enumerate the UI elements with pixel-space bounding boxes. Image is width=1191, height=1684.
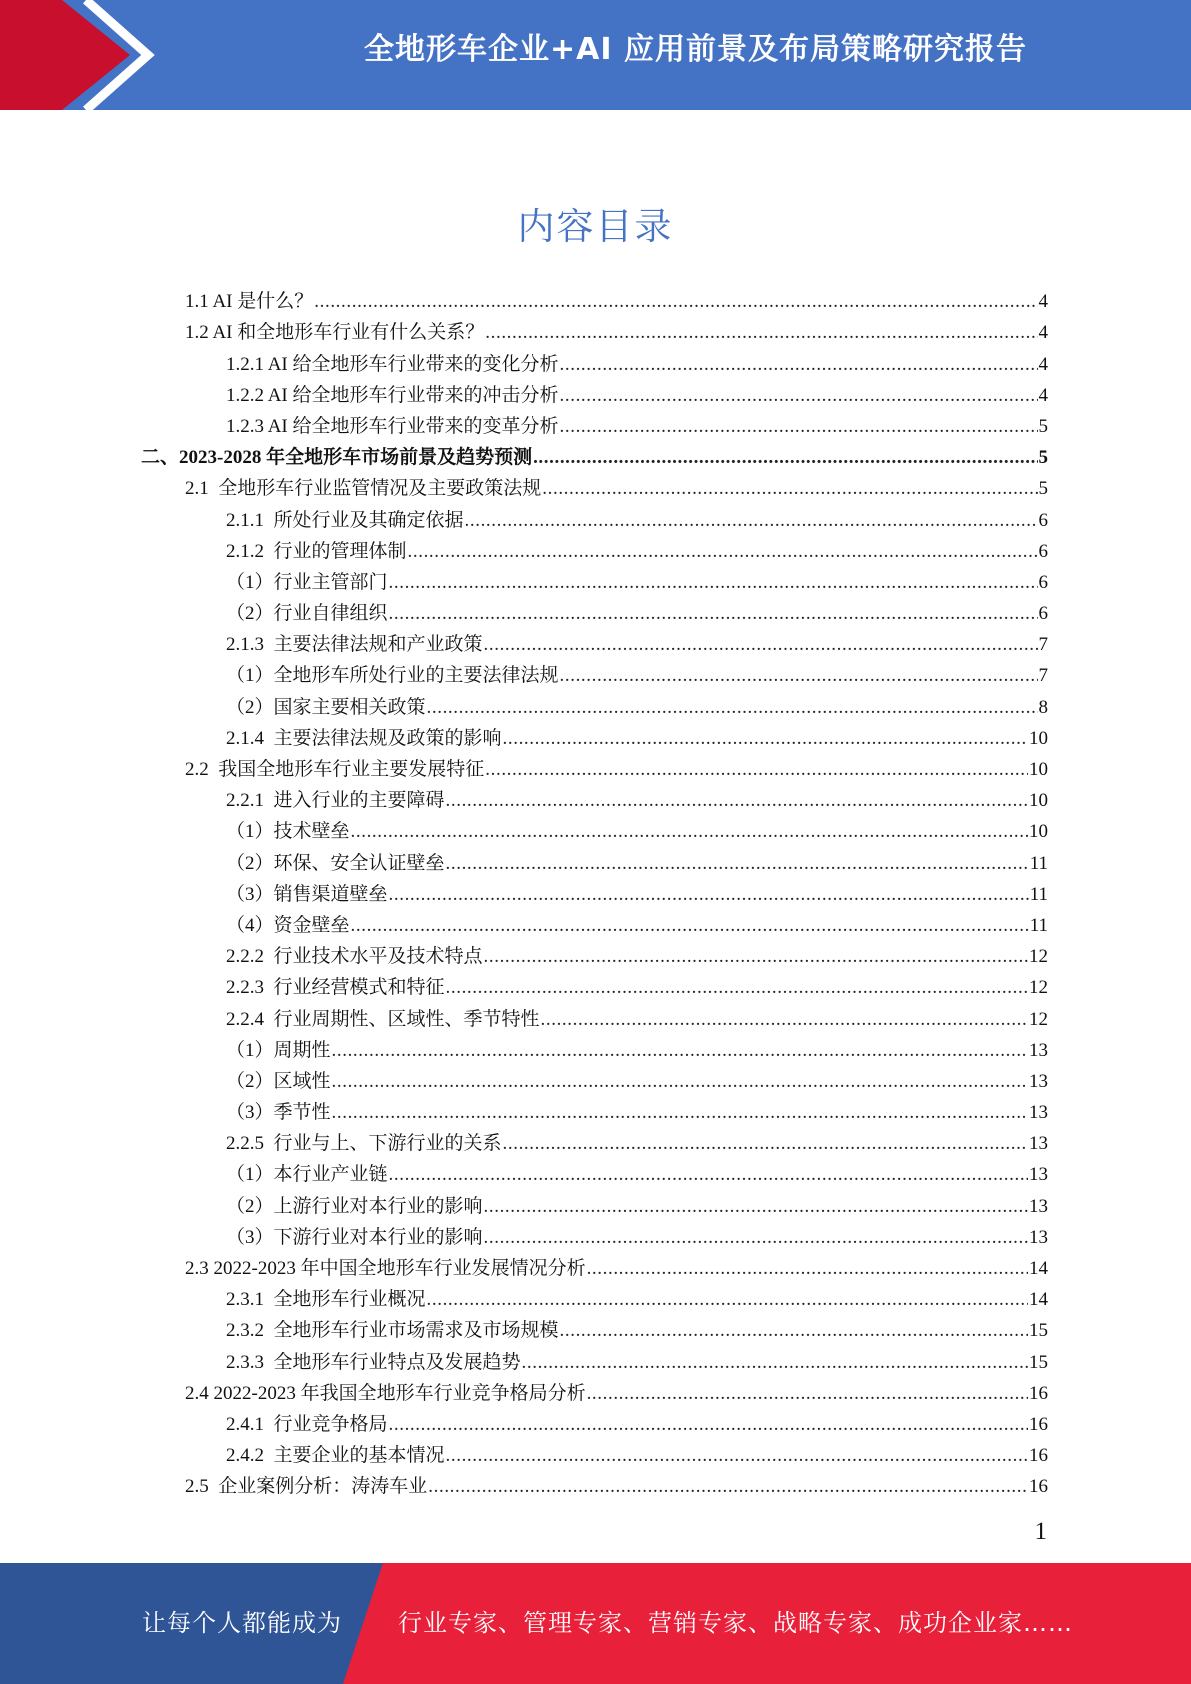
dot-leader <box>560 416 1038 438</box>
toc-entry-title: 1.2.1 AI 给全地形车行业带来的变化分析 <box>226 353 559 375</box>
toc-entry[interactable] <box>0 410 1191 441</box>
toc-entry[interactable] <box>0 1065 1191 1096</box>
toc-entry-title: 2.3.2 全地形车行业市场需求及市场规模 <box>226 1320 559 1342</box>
toc-entry-title: 1.1 AI 是什么？ <box>185 291 314 313</box>
toc-entry[interactable] <box>0 1377 1191 1408</box>
toc-entry-page: 15 <box>1029 1320 1048 1342</box>
toc-entry[interactable] <box>0 566 1191 597</box>
toc-entry[interactable] <box>0 347 1191 378</box>
toc-entry-page: 11 <box>1029 883 1048 905</box>
dot-leader <box>465 510 1038 532</box>
toc-entry-title: （2）行业自律组织 <box>226 603 388 625</box>
dot-leader <box>428 1476 1028 1498</box>
toc-entry-page: 10 <box>1029 759 1048 780</box>
toc-entry-title: 2.3.3 全地形车行业特点及发展趋势 <box>226 1351 521 1373</box>
toc-entry-page: 13 <box>1029 1039 1048 1061</box>
toc-entry-page: 16 <box>1029 1413 1048 1435</box>
toc-entry-page: 13 <box>1029 1195 1048 1217</box>
toc-entry-title: （3）季节性 <box>226 1102 331 1124</box>
dot-leader <box>351 915 1029 937</box>
toc-entry[interactable] <box>0 909 1191 940</box>
dot-leader <box>427 697 1038 719</box>
toc-entry-title: （3）下游行业对本行业的影响 <box>226 1226 483 1248</box>
toc-entry[interactable] <box>0 753 1191 784</box>
toc-entry-title: 2.1.4 主要法律法规及政策的影响 <box>226 727 502 749</box>
toc-entry[interactable] <box>0 1314 1191 1345</box>
toc-entry-title: （2）上游行业对本行业的影响 <box>226 1195 483 1217</box>
toc-entry[interactable] <box>0 285 1191 316</box>
dot-leader <box>522 1352 1028 1374</box>
toc-entry[interactable] <box>0 1470 1191 1501</box>
toc-entry[interactable] <box>0 940 1191 971</box>
toc-entry-title: 2.1 全地形车行业监管情况及主要政策法规 <box>185 478 542 500</box>
dot-leader <box>587 1258 1028 1280</box>
toc-entry-page: 5 <box>1038 478 1048 500</box>
toc-entry-page: 6 <box>1038 603 1048 625</box>
toc-entry-page: 7 <box>1038 634 1048 656</box>
toc-entry-page: 11 <box>1029 852 1048 874</box>
dot-leader <box>560 385 1038 407</box>
toc-entry-title: （2）国家主要相关政策 <box>226 696 426 718</box>
dot-leader <box>503 728 1028 750</box>
toc-entry[interactable] <box>0 722 1191 753</box>
dot-leader <box>484 946 1028 968</box>
toc-entry-title: （2）区域性 <box>226 1070 331 1092</box>
toc-entry[interactable] <box>0 971 1191 1002</box>
toc-entry[interactable] <box>0 503 1191 534</box>
toc-entry-title: 2.2 我国全地形车行业主要发展特征 <box>185 759 485 780</box>
dot-leader <box>560 665 1038 687</box>
dot-leader <box>332 1071 1028 1093</box>
toc-entry-page: 11 <box>1029 914 1048 936</box>
footer-slogan-left: 让每个人都能成为 <box>142 1609 342 1637</box>
toc-entry-page: 5 <box>1038 415 1048 437</box>
dot-leader <box>389 1164 1028 1186</box>
dot-leader <box>484 1196 1028 1218</box>
toc-entry[interactable] <box>0 1439 1191 1470</box>
toc-entry-title: 二、2023-2028 年全地形车市场前景及趋势预测 <box>141 447 533 469</box>
toc-entry-title: 2.2.3 行业经营模式和特征 <box>226 977 445 999</box>
toc-entry-title: 2.4.1 行业竞争格局 <box>226 1413 388 1435</box>
toc-entry-title: 1.2.3 AI 给全地形车行业带来的变革分析 <box>226 415 559 437</box>
dot-leader <box>332 1040 1028 1062</box>
toc-entry-page: 10 <box>1029 790 1048 812</box>
toc-entry[interactable] <box>0 878 1191 909</box>
dot-leader <box>446 790 1028 812</box>
toc-entry-title: 2.3 2022-2023 年中国全地形车行业发展情况分析 <box>185 1258 586 1279</box>
toc-entry-title: （4）资金壁垒 <box>226 914 350 936</box>
toc-entry[interactable] <box>0 1034 1191 1065</box>
header-banner <box>0 0 1191 110</box>
toc-entry[interactable] <box>0 472 1191 503</box>
dot-leader <box>332 1102 1028 1124</box>
toc-entry-title: （1）行业主管部门 <box>226 571 388 593</box>
toc-entry-page: 13 <box>1029 1070 1048 1092</box>
toc-entry-page: 6 <box>1038 509 1048 531</box>
dot-leader <box>389 884 1029 906</box>
toc-entry-page: 4 <box>1038 353 1048 375</box>
toc-entry-title: （3）销售渠道壁垒 <box>226 883 388 905</box>
toc-entry[interactable] <box>0 1158 1191 1189</box>
toc-entry[interactable] <box>0 1408 1191 1439</box>
toc-entry-page: 6 <box>1038 540 1048 562</box>
toc-entry-page: 16 <box>1029 1476 1048 1498</box>
toc-entry[interactable] <box>0 846 1191 877</box>
dot-leader <box>560 1320 1028 1342</box>
dot-leader <box>389 603 1038 625</box>
toc-heading: 内容目录 <box>517 205 674 248</box>
toc-entry-title: 2.2.1 进入行业的主要障碍 <box>226 790 445 812</box>
toc-entry-title: 2.1.2 行业的管理体制 <box>226 540 407 562</box>
toc-entry[interactable] <box>0 659 1191 690</box>
footer-banner <box>0 1563 1191 1684</box>
dot-leader <box>542 478 1037 500</box>
toc-entry-title: 2.3.1 全地形车行业概况 <box>226 1289 426 1311</box>
dot-leader <box>533 447 1037 469</box>
report-title: 全地形车企业+AI 应用前景及布局策略研究报告 <box>364 32 1027 67</box>
toc-entry[interactable] <box>0 1096 1191 1127</box>
toc-entry[interactable] <box>0 628 1191 659</box>
toc-entry[interactable] <box>0 441 1191 472</box>
chevron-arrow-icon <box>0 0 160 110</box>
toc-entry[interactable] <box>0 1127 1191 1158</box>
toc-entry-page: 12 <box>1029 1008 1048 1030</box>
toc-entry-page: 12 <box>1029 946 1048 968</box>
toc-entry-page: 7 <box>1038 665 1048 687</box>
toc-entry-title: 2.2.4 行业周期性、区域性、季节特性 <box>226 1008 540 1030</box>
toc-entry[interactable] <box>0 1002 1191 1033</box>
dot-leader <box>446 1445 1028 1467</box>
dot-leader <box>389 1414 1028 1436</box>
toc-entry-page: 14 <box>1029 1289 1048 1311</box>
toc-entry[interactable] <box>0 379 1191 410</box>
toc-entry-title: 2.2.2 行业技术水平及技术特点 <box>226 946 483 968</box>
toc-entry-title: （1）本行业产业链 <box>226 1164 388 1186</box>
toc-entry[interactable] <box>0 1345 1191 1376</box>
dot-leader <box>485 322 1037 344</box>
toc-entry-page: 6 <box>1038 571 1048 593</box>
dot-leader <box>503 1133 1028 1155</box>
toc-entry-title: （2）环保、安全认证壁垒 <box>226 852 445 874</box>
dot-leader <box>484 1227 1028 1249</box>
toc-entry-title: （1）全地形车所处行业的主要法律法规 <box>226 665 559 687</box>
toc-entry[interactable] <box>0 535 1191 566</box>
toc-entry-page: 10 <box>1029 727 1048 749</box>
toc-entry[interactable] <box>0 815 1191 846</box>
toc-entry-page: 13 <box>1029 1164 1048 1186</box>
toc-entry-title: 2.5 企业案例分析：涛涛车业 <box>185 1476 428 1498</box>
toc-entry-page: 12 <box>1029 977 1048 999</box>
toc-entry-title: 2.1.1 所处行业及其确定依据 <box>226 509 464 531</box>
toc-entry[interactable] <box>0 597 1191 628</box>
toc-entry-page: 15 <box>1029 1351 1048 1373</box>
dot-leader <box>484 634 1038 656</box>
toc-entry-page: 8 <box>1038 696 1048 718</box>
footer-slogan-right: 行业专家、管理专家、营销专家、战略专家、成功企业家…… <box>398 1609 1073 1637</box>
toc-entry[interactable] <box>0 1221 1191 1252</box>
dot-leader <box>408 541 1038 563</box>
toc-entry-page: 13 <box>1029 1226 1048 1248</box>
dot-leader <box>446 853 1029 875</box>
toc-entry-title: （1）周期性 <box>226 1039 331 1061</box>
dot-leader <box>587 1383 1028 1405</box>
dot-leader <box>541 1009 1028 1031</box>
dot-leader <box>560 354 1038 376</box>
dot-leader <box>485 759 1028 781</box>
toc-entry-page: 5 <box>1038 447 1048 469</box>
toc-entry-title: 2.4 2022-2023 年我国全地形车行业竞争格局分析 <box>185 1382 586 1404</box>
toc-entry-page: 4 <box>1038 291 1048 313</box>
toc-entry[interactable] <box>0 784 1191 815</box>
toc-entry[interactable] <box>0 1283 1191 1314</box>
toc-entry-title: 2.4.2 主要企业的基本情况 <box>226 1445 445 1467</box>
dot-leader <box>389 572 1038 594</box>
toc-entry-title: 1.2.2 AI 给全地形车行业带来的冲击分析 <box>226 384 559 406</box>
dot-leader <box>351 821 1028 843</box>
dot-leader <box>446 977 1028 999</box>
toc-entry-page: 14 <box>1029 1258 1048 1279</box>
dot-leader <box>427 1289 1028 1311</box>
toc-entry-title: 2.2.5 行业与上、下游行业的关系 <box>226 1133 502 1155</box>
table-of-contents <box>0 285 1191 1501</box>
toc-entry-page: 4 <box>1038 322 1048 344</box>
toc-entry-page: 4 <box>1038 384 1048 406</box>
toc-entry-page: 10 <box>1029 821 1048 843</box>
toc-entry-page: 16 <box>1029 1382 1048 1404</box>
toc-entry[interactable] <box>0 1189 1191 1220</box>
toc-entry-page: 13 <box>1029 1133 1048 1155</box>
toc-entry-page: 13 <box>1029 1102 1048 1124</box>
toc-entry-title: （1）技术壁垒 <box>226 821 350 843</box>
page-number: 1 <box>1034 1518 1047 1545</box>
toc-entry[interactable] <box>0 1252 1191 1283</box>
dot-leader <box>314 291 1037 313</box>
toc-entry-title: 2.1.3 主要法律法规和产业政策 <box>226 634 483 656</box>
toc-entry[interactable] <box>0 316 1191 347</box>
toc-entry-page: 16 <box>1029 1445 1048 1467</box>
toc-entry[interactable] <box>0 690 1191 721</box>
toc-entry-title: 1.2 AI 和全地形车行业有什么关系？ <box>185 322 485 344</box>
